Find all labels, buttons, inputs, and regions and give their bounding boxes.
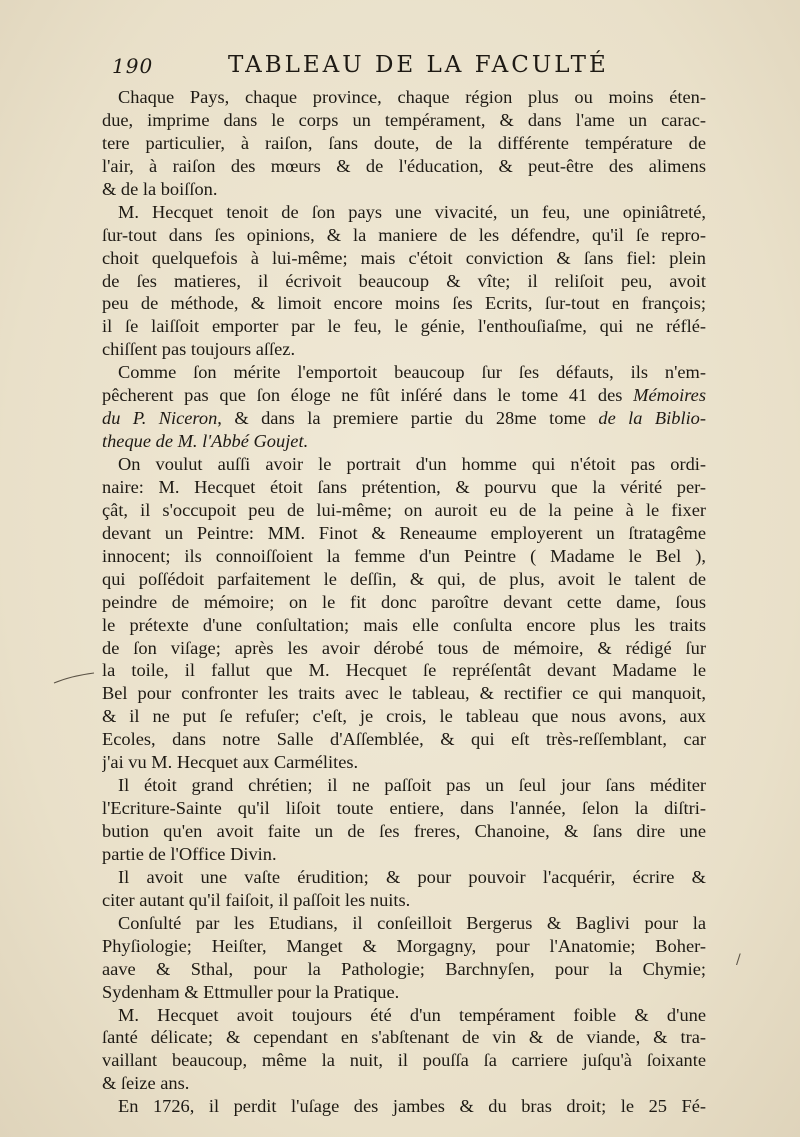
text-line: il ſe laiſſoit emporter par le feu, le génie, l'enthouſiaſme, qui ne réflé- [102,316,706,337]
text-line: le prétexte d'une conſultation; mais elle conſulta encore plus les traits [102,614,706,635]
text-line: çât, il s'occupoit peu de lui-même; on auroit eu de la peine à le fixer [102,499,706,520]
text-line: On voulut auſſi avoir le portrait d'un homme qui n'étoit pas ordi- [118,454,706,474]
text-line: partie de l'Office Divin. [102,843,277,864]
text-line: theque de M. l'Abbé Goujet. [102,431,309,452]
text-line: j'ai vu M. Hecquet aux Carmélites. [102,752,359,773]
text-line: Chaque Pays, chaque province, chaque région plus ou moins éten- [118,87,706,107]
text-line: citer autant qu'il faiſoit, il paſſoit les nuits. [102,889,411,910]
margin-tick-mark: / [736,952,741,968]
text-line: Comme ſon mérite l'emportoit beaucoup ſur ſes défauts, ils n'em- [118,362,706,383]
text-line: Sydenham & Ettmuller pour la Pratique. [102,981,400,1002]
text-line: Phyſiologie; Heiſter, Manget & Morgagny, pour l'Anatomie; Boher- [102,935,706,956]
text-line: Conſulté par les Etudians, il conſeilloit Bergerus & Baglivi pour la [118,912,706,933]
text-line: vaillant beaucoup, même la nuit, il pouſſa ſa carriere juſqu'à ſoixante [102,1050,706,1071]
text-line: peindre de mémoire; on le fit donc paroître devant cette dame, ſous [102,591,706,612]
margin-pen-stroke [52,672,96,684]
text-line: aave & Sthal, pour la Pathologie; Barchnyſen, pour la Chymie; [102,958,706,979]
page-number: 190 [112,54,154,78]
text-line: choit quelquefois à lui-même; mais c'étoit conviction & ſans fiel: plein [102,247,706,268]
text-line: de ſes matieres, il écrivoit beaucoup & vîte; il reliſoit peu, avoit [102,270,706,291]
text-line: devant un Peintre: MM. Finot & Reneaume employerent un ſtratagême [102,522,706,543]
text-line: Il étoit grand chrétien; il ne paſſoit pas un ſeul jour ſans méditer [118,775,706,796]
text-line: innocent; ils connoiſſoient la femme d'un Peintre ( Madame le Bel ), [102,545,706,566]
text-line: qui poſſédoit parfaitement le deſſin, & qui, de plus, avoit le talent de [102,568,706,589]
text-line: la toile, il fallut que M. Hecquet ſe repréſentât devant Madame le [102,660,706,681]
text-line: & de la boiſſon. [102,178,218,199]
text-line: peu de méthode, & limoit encore moins ſes Ecrits, ſur-tout en françois; [102,293,706,314]
text-line: l'Ecriture-Sainte qu'il liſoit toute entiere, dans l'année, ſelon la diſtri- [102,798,706,819]
text-line: ſur-tout dans ſes opinions, & la maniere de les défendre, qu'il ſe repro- [102,224,706,245]
text-line: M. Hecquet tenoit de ſon pays une vivacité, un feu, une opiniâtreté, [118,201,706,222]
running-head: TABLEAU DE LA FACULTÉ [228,52,609,78]
text-line: En 1726, il perdit l'uſage des jambes & du bras droit; le 25 Fé- [118,1096,706,1117]
text-line: pêcherent pas que ſon éloge ne fût inſéré dans le tome 41 des Mémoires [102,385,706,406]
text-line: l'air, à raiſon des mœurs & de l'éducation, & peut-être des alimens [102,155,706,176]
text-line: de ſon viſage; après les avoir dérobé tous de mémoire, & rédigé ſur [102,637,706,658]
page-header [112,52,632,86]
body-text [102,86,706,1118]
text-line: ſanté délicate; & cependant en s'abſtenant de vin & de viande, & tra- [102,1027,706,1048]
text-line: & il ne put ſe refuſer; c'eſt, je crois, le tableau que nous avons, aux [102,706,706,727]
text-line: chiſſent pas toujours aſſez. [102,339,296,360]
text-line: & ſeize ans. [102,1073,190,1094]
text-line: Bel pour confronter les traits avec le tableau, & rectifier ce qui manquoit, [102,683,706,704]
text-line: Il avoit une vaſte érudition; & pour pouvoir l'acquérir, écrire & [118,866,706,887]
text-line: naire: M. Hecquet étoit ſans prétention, & pourvu que la vérité per- [102,476,706,497]
text-line: Ecoles, dans notre Salle d'Aſſemblée, & qui eſt très-reſſemblant, car [102,729,706,750]
text-line: due, imprime dans le corps un tempérament, & dans l'ame un carac- [102,109,706,130]
text-line: du P. Niceron, & dans la premiere partie du 28me tome de la Biblio- [102,408,706,429]
text-line: M. Hecquet avoit toujours été d'un tempérament foible & d'une [118,1004,706,1025]
text-line: bution qu'en avoit faite un de ſes freres, Chanoine, & ſans dire une [102,821,706,841]
text-line: tere particulier, à raiſon, ſans doute, de la différente température de [102,132,706,153]
